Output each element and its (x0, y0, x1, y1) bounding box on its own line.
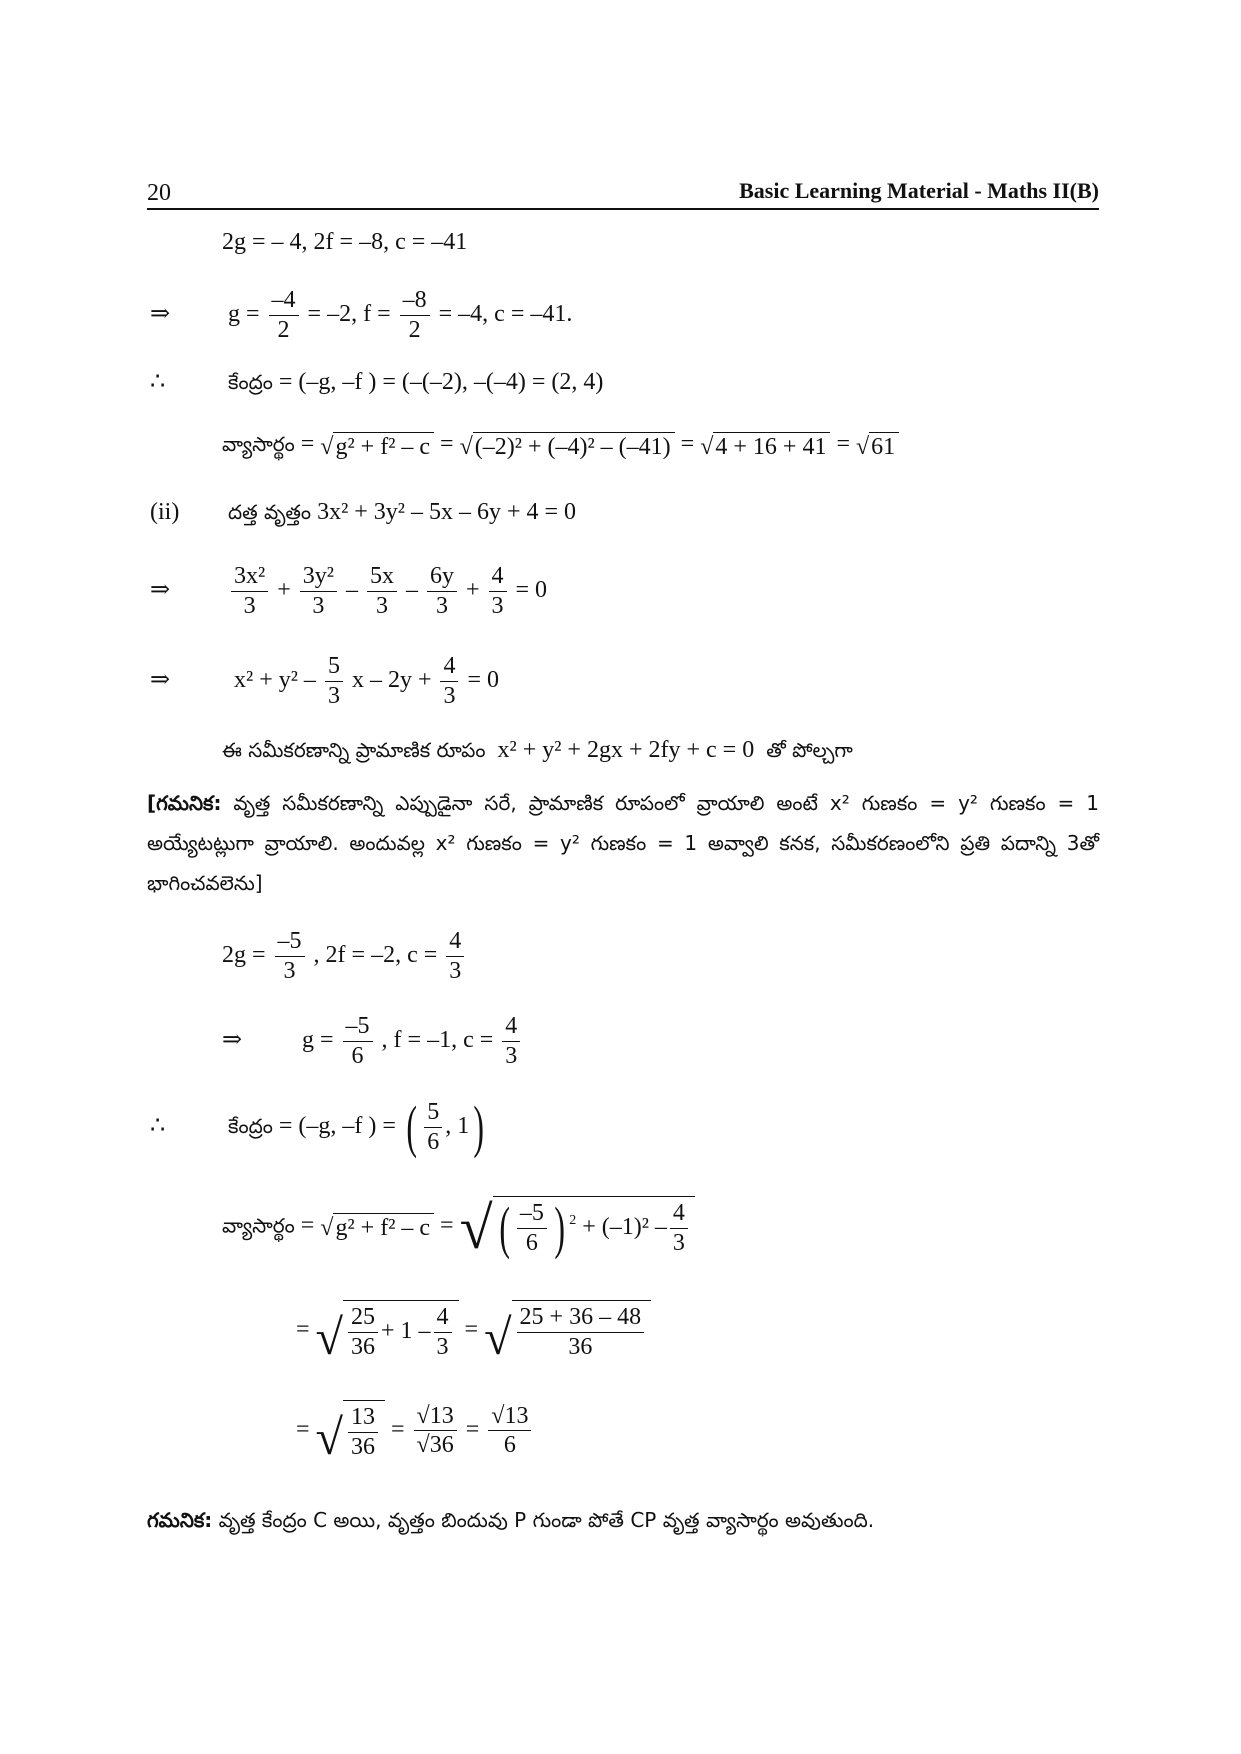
fraction (300, 562, 337, 621)
denominator: 6 (351, 1042, 364, 1069)
denominator: 3 (505, 1042, 518, 1069)
denominator: 36 (568, 1333, 593, 1360)
note-text: వృత్త కేంద్రం C అయి, వృత్తం బిందువు P గుండా పోతే CP వృత్త వ్యాసార్థం అవుతుంది. (212, 1508, 875, 1532)
center-label: కేంద్రం (228, 370, 273, 394)
denominator: 2 (277, 316, 290, 343)
implies-symbol: ⇒ (150, 666, 171, 693)
equals: = (391, 1416, 405, 1443)
denominator: 3 (243, 592, 256, 619)
note-text: వృత్త సమీకరణాన్ని ఎప్పుడైనా సరే, ప్రామాణిక రూపంలో వ్రాయాలి అంటే x² గుణకం = y² గుణకం = 1 అయ్యేటట్లుగా వ్రాయాలి. అందువల్ల x² గుణకం = y² గుణకం = 1 అవ్వాలి కనక, సమీకరణంలోని ప్రతి పదాన్ని 3తో భాగించవలెను] (147, 791, 1099, 895)
numerator: √13 (488, 1402, 531, 1432)
mid-terms: , f = –1, c = (381, 1026, 494, 1053)
note-radius (147, 1500, 1099, 1540)
sqrt-expression: √ $\frac{13}{36}$ (316, 1400, 385, 1462)
equals: = (296, 1416, 310, 1443)
fraction (424, 1098, 442, 1157)
fraction (400, 286, 430, 345)
sqrt-expression: √(–2)² + (–4)² – (–41) (460, 432, 675, 459)
given-text: దత్త వృత్తం (228, 500, 312, 524)
denominator: 3 (672, 1229, 685, 1256)
numerator: 25 + 36 – 48 (517, 1303, 645, 1333)
numerator: –8 (400, 286, 430, 316)
denominator: 36 (351, 1333, 375, 1360)
denominator: 6 (503, 1432, 516, 1459)
compare-line (222, 738, 853, 762)
numerator: 3y² (300, 562, 337, 592)
numerator: 4 (446, 927, 464, 957)
equals: = (296, 1316, 310, 1343)
fraction (489, 562, 507, 621)
sqrt-expression: √4 + 16 + 41 (700, 432, 830, 459)
sqrt-expression: √ ( $\frac{-5}{6}$ ) $^2$ + (–1)² – $\frac{4}{3}$ (460, 1196, 695, 1258)
given-equation: 3x² + 3y² – 5x – 6y + 4 = 0 (317, 499, 577, 525)
numerator: 6y (427, 562, 457, 592)
numerator: 25 (348, 1303, 378, 1333)
fraction (414, 1402, 457, 1461)
sqrt-expression: √g² + f² – c (320, 1213, 434, 1240)
denominator: 3 (449, 957, 462, 984)
f-label: f = (363, 300, 391, 327)
numerator: 5 (424, 1098, 442, 1128)
fraction (488, 1402, 531, 1461)
therefore-symbol: ∴ (150, 1112, 166, 1139)
equals: = (836, 431, 850, 458)
fraction (275, 927, 305, 986)
radicand (343, 1300, 459, 1362)
denominator: 3 (283, 957, 296, 984)
numerator: 4 (670, 1199, 688, 1229)
sqrt-expression: √61 (856, 432, 899, 459)
standard-form: x² + y² + 2gx + 2fy + c = 0 (497, 737, 755, 763)
center-line-ii: ∴ కేంద్రం = (–g, –f ) = ( $\frac{5}{6}$ , 1) (150, 1094, 485, 1160)
fraction (502, 1012, 520, 1071)
numerator: 5 (325, 652, 343, 682)
g-label: g = (228, 300, 260, 327)
center-line-i (150, 370, 603, 394)
fraction (517, 1303, 645, 1362)
denominator: 3 (435, 592, 448, 619)
radicand: 61 (869, 432, 899, 459)
therefore-symbol: ∴ (150, 369, 166, 395)
mid-terms: x – 2y + (351, 666, 432, 693)
numerator: 4 (502, 1012, 520, 1042)
radius-line-i (222, 432, 899, 459)
note-standard-form (147, 783, 1099, 903)
radius-label: వ్యాసార్థం (222, 432, 295, 457)
equals: = (440, 431, 454, 458)
center-value: = (–g, –f ) = (278, 1112, 396, 1139)
operator: – (345, 576, 358, 603)
numerator: 5x (367, 562, 397, 592)
center-y: , 1 (445, 1112, 470, 1139)
radicand: 4 + 16 + 41 (713, 432, 830, 459)
lead-terms: g = (302, 1026, 334, 1053)
given-equation-ii (150, 500, 576, 524)
center-label: కేంద్రం (228, 1113, 273, 1138)
f-value: = –4, c = –41. (438, 300, 573, 327)
fraction (343, 1012, 373, 1071)
numerator: –4 (269, 286, 299, 316)
equals: = (680, 431, 695, 458)
fraction (348, 1303, 378, 1362)
equals: = (464, 1316, 479, 1343)
note-label: గమనిక: (147, 1508, 213, 1532)
numerator: 4 (440, 652, 458, 682)
page-number: 20 (147, 180, 171, 206)
numerator: –5 (343, 1012, 373, 1042)
denominator: 36 (351, 1433, 375, 1460)
coeff-line-ii (222, 927, 467, 986)
coeff-line-i: 2g = – 4, 2f = –8, c = –41 (222, 229, 468, 255)
radius-line-ii-2 (296, 1300, 651, 1365)
fraction (670, 1199, 688, 1258)
divide-step (150, 562, 547, 621)
radicand: ( $\frac{-5}{6}$ ) $^2$ + (–1)² – $\frac{4}{3}$ (493, 1196, 695, 1258)
simplified-equation (150, 652, 499, 711)
equals-zero: = 0 (515, 576, 548, 603)
lead-terms: x² + y² – (234, 666, 316, 693)
fraction (446, 927, 464, 986)
operator: + (465, 576, 480, 603)
part-label: (ii) (150, 499, 180, 525)
radicand: g² + f² – c (333, 432, 434, 459)
operator: + (277, 576, 291, 603)
radicand: g² + f² – c (333, 1213, 434, 1240)
header-rule (147, 208, 1099, 210)
lead-terms: 2g = (222, 941, 266, 968)
denominator: 3 (443, 682, 456, 709)
numerator: –5 (275, 927, 305, 957)
equals: = (465, 1416, 480, 1443)
g-f-values-i (150, 286, 572, 345)
equals: = (440, 1212, 454, 1239)
running-title: Basic Learning Material - Maths II(B) (739, 178, 1099, 203)
fraction (231, 562, 268, 621)
implies-symbol: ⇒ (150, 300, 171, 327)
denominator: 3 (327, 682, 340, 709)
compare-text: ఈ సమీకరణాన్ని ప్రామాణిక రూపం (222, 738, 486, 762)
denominator: 3 (436, 1333, 449, 1360)
mid-terms: + (–1)² – (582, 1213, 667, 1240)
radicand: (–2)² + (–4)² – (–41) (473, 432, 675, 459)
fraction (367, 562, 397, 621)
mid-terms: , 2f = –2, c = (313, 941, 438, 968)
radius-line-ii-1 (222, 1194, 695, 1261)
sqrt-expression: √ $\frac{25 + 36 - 48}{36}$ (484, 1300, 651, 1362)
numerator: √13 (414, 1402, 457, 1432)
equals-zero: = 0 (467, 666, 500, 693)
equals: = (300, 431, 315, 458)
numerator: –5 (517, 1199, 547, 1229)
fraction (325, 652, 343, 711)
radicand (512, 1300, 652, 1362)
fraction (348, 1403, 378, 1462)
denominator: 6 (525, 1229, 538, 1256)
numerator: 3x² (231, 562, 268, 592)
radicand (343, 1400, 385, 1462)
mid-terms: + 1 – (381, 1317, 431, 1344)
sqrt-expression: √g² + f² – c (320, 432, 434, 459)
numerator: 13 (348, 1403, 378, 1433)
note-label: [గమనిక: (147, 791, 222, 815)
denominator: 3 (491, 592, 504, 619)
denominator: 3 (312, 592, 325, 619)
fraction (434, 1303, 452, 1362)
fraction (427, 562, 457, 621)
operator: – (405, 576, 418, 603)
fraction (517, 1199, 547, 1258)
implies-symbol: ⇒ (222, 1026, 243, 1053)
g-f-values-ii (222, 1012, 523, 1071)
compare-text-end: తో పోల్చగా (766, 738, 853, 762)
fraction (440, 652, 458, 711)
denominator: 2 (408, 316, 421, 343)
fraction (269, 286, 299, 345)
center-value: = (–g, –f ) = (–(–2), –(–4) = (2, 4) (278, 369, 604, 395)
implies-symbol: ⇒ (150, 576, 171, 603)
numerator: 4 (489, 562, 507, 592)
g-value: = –2, (307, 300, 358, 327)
radius-label: వ్యాసార్థం (222, 1213, 295, 1238)
denominator: 3 (375, 592, 388, 619)
equals: = (300, 1212, 315, 1239)
denominator: √36 (416, 1432, 454, 1459)
sqrt-expression: √ $\frac{25}{36}$ + 1 – $\frac{4}{3}$ (316, 1300, 459, 1362)
denominator: 6 (427, 1128, 440, 1155)
radius-line-ii-3 (296, 1400, 534, 1465)
numerator: 4 (434, 1303, 452, 1333)
